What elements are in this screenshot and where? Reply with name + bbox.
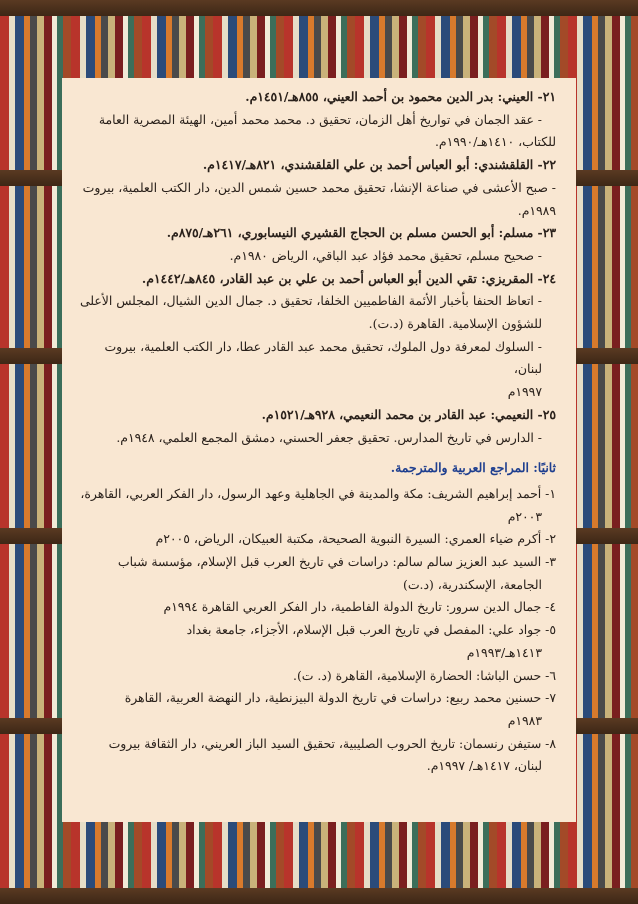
reference-6: ٦- حسن الباشا: الحضارة الإسلامية، القاهرة (د. ت). bbox=[293, 667, 556, 683]
entry-23-line: - صحيح مسلم، تحقيق محمد فؤاد عبد الباقي، الرياض ١٩٨٠م. bbox=[229, 247, 542, 263]
entry-21-line: - عقد الجمان في تواريخ أهل الزمان، تحقيق د. محمد محمد أمين، الهيئة المصرية العامة bbox=[98, 111, 542, 127]
entry-25-line: - الدارس في تاريخ المدارس. تحقيق جعفر الحسني، دمشق المجمع العلمي، ١٩٤٨م. bbox=[116, 429, 542, 445]
reference-7: ٧- حسنين محمد ربيع: دراسات في تاريخ الدولة البيزنطية، دار النهضة العربية، القاهرة bbox=[124, 690, 556, 706]
reference-2: ٢- أكرم ضياء العمري: السيرة النبوية الصحيحة، مكتبة العبيكان، الرياض، ٢٠٠٥م bbox=[155, 531, 556, 547]
entry-22-line: ١٩٨٩م. bbox=[517, 202, 556, 218]
entry-22-line: - صبح الأعشى في صناعة الإنشا، تحقيق محمد حسين شمس الدين، دار الكتب العلمية، بيروت bbox=[82, 179, 556, 195]
reference-3: ٣- السيد عبد العزيز سالم سالم: دراسات في تاريخ العرب قبل الإسلام، مؤسسة شباب bbox=[117, 554, 556, 570]
entry-24-line: - السلوك لمعرفة دول الملوك، تحقيق محمد عبد القادر عطا، دار الكتب العلمية، بيروت لبنان، bbox=[104, 338, 542, 377]
entry-21-line: للكتاب، ١٤١٠هـ/١٩٩٠م. bbox=[434, 134, 556, 150]
reference-8-cont: لبنان، ١٤١٧هـ/ ١٩٩٧م. bbox=[426, 758, 542, 774]
entry-24-line: - اتعاظ الحنفا بأخبار الأئمة الفاطميين الخلفا، تحقيق د. جمال الدين الشيال، المجلس الأعلى bbox=[79, 293, 542, 309]
reference-8: ٨- ستيفن رنسمان: تاريخ الحروب الصليبية، تحقيق السيد الباز العريني، دار الثقافة بيروت bbox=[108, 735, 556, 751]
entry-21-heading: ٢١- العيني: بدر الدين محمود بن أحمد العيني، ٨٥٥هـ/١٤٥١م. bbox=[245, 89, 556, 104]
reference-1-cont: ٢٠٠٣م bbox=[507, 508, 542, 524]
reference-4: ٤- جمال الدين سرور: تاريخ الدولة الفاطمية، دار الفكر العربي القاهرة ١٩٩٤م bbox=[163, 599, 556, 615]
reference-7-cont: ١٩٨٣م bbox=[507, 712, 542, 728]
entry-25-heading: ٢٥- النعيمي: عبد القادر بن محمد النعيمي، ٩٢٨هـ/١٥٢١م. bbox=[261, 406, 556, 422]
shelf-board bbox=[0, 0, 638, 16]
reference-5-cont: ١٤١٣هـ/١٩٩٣م bbox=[466, 644, 542, 660]
section-title: ثانيًا: المراجع العربية والمترجمة. bbox=[390, 460, 556, 476]
entry-23-heading: ٢٣- مسلم: أبو الحسن مسلم بن الحجاج القشيري النيسابوري، ٢٦١هـ/٨٧٥م. bbox=[166, 225, 556, 241]
entry-24-line: للشؤون الإسلامية. القاهرة (د.ت). bbox=[368, 316, 542, 332]
entry-24-line: ١٩٩٧م bbox=[507, 384, 542, 400]
reference-5: ٥- جواد علي: المفصل في تاريخ العرب قبل الإسلام، الأجزاء، جامعة بغداد bbox=[186, 622, 556, 638]
reference-1: ١- أحمد إبراهيم الشريف: مكة والمدينة في الجاهلية وعهد الرسول، دار الفكر العربي، القاهرة، bbox=[80, 485, 556, 501]
shelf-board bbox=[0, 888, 638, 904]
entry-24-heading: ٢٤- المقريزي: تقي الدين أبو العباس أحمد بن علي بن عبد القادر، ٨٤٥هـ/١٤٤٢م. bbox=[141, 270, 556, 286]
document-page bbox=[62, 78, 576, 822]
reference-3-cont: الجامعة، الإسكندرية، (د.ت) bbox=[403, 576, 542, 592]
entry-22-heading: ٢٢- القلقشندي: أبو العباس أحمد بن علي القلقشندي، ٨٢١هـ/١٤١٧م. bbox=[202, 157, 556, 173]
